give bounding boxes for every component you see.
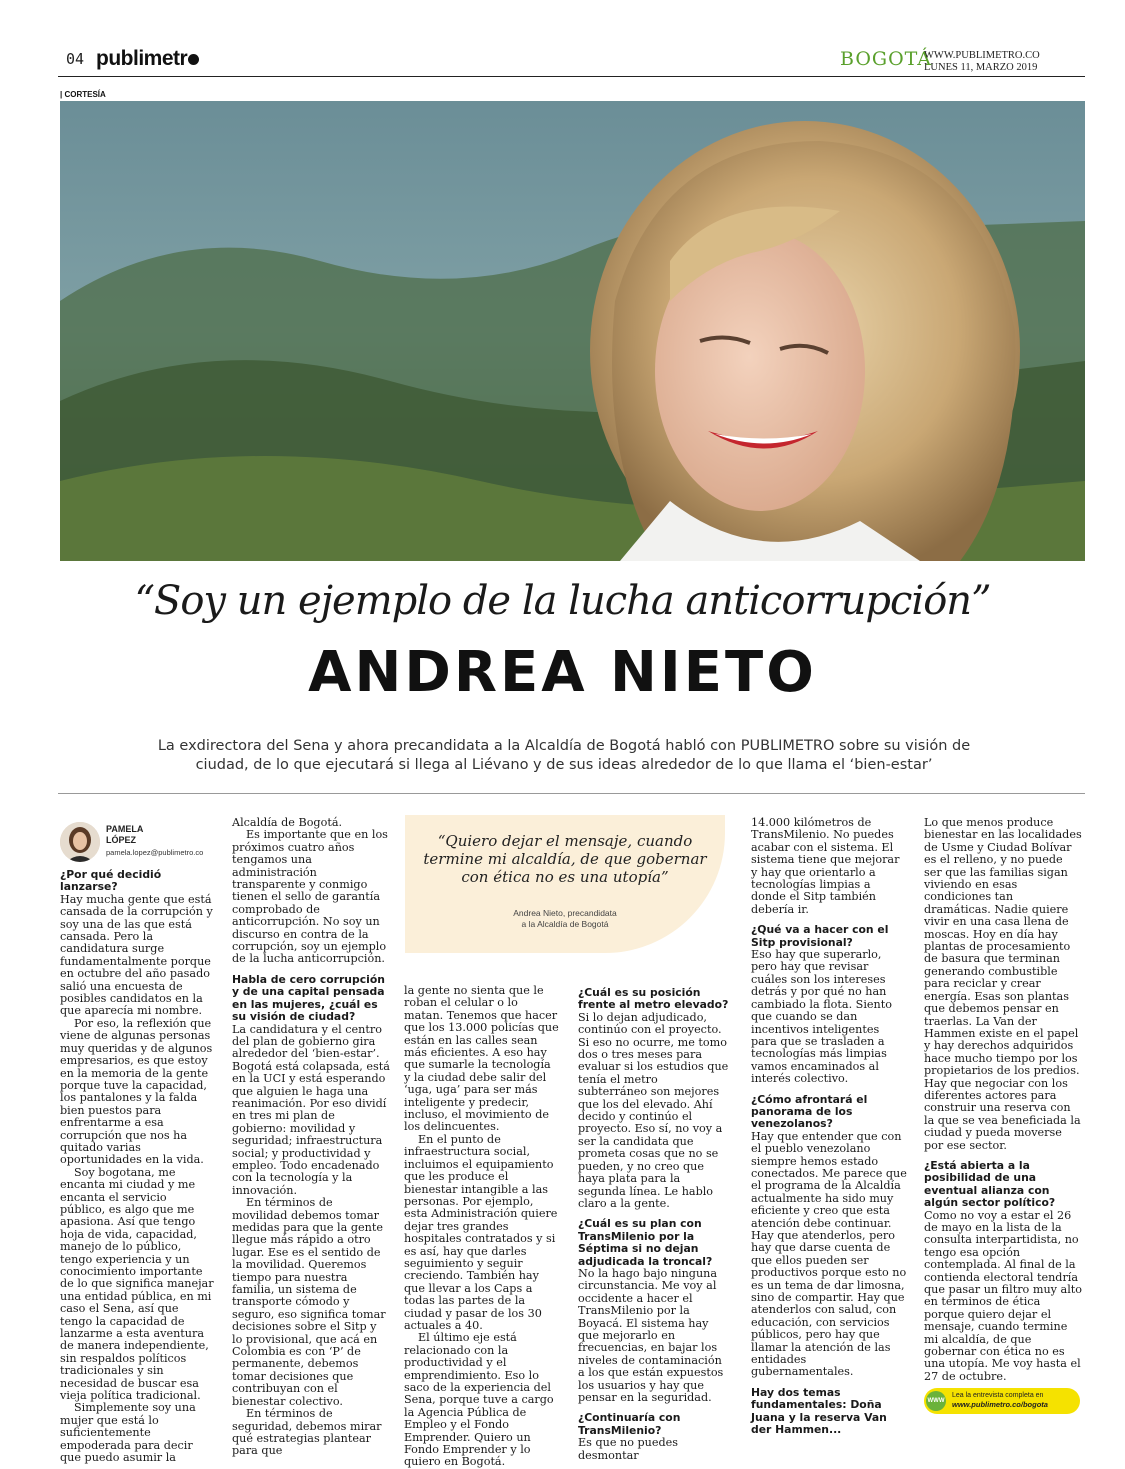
question-heading: ¿Por qué decidió lanzarse? xyxy=(60,868,162,894)
paragraph: Simplemente soy una mujer que está lo suficientemente empoderada para decir que puedo asumir la xyxy=(60,1401,196,1465)
logo-text: publimetr xyxy=(96,47,188,70)
article-column-2 xyxy=(232,817,390,1458)
header-rule xyxy=(58,76,1085,77)
paragraph: 14.000 kilómetros de TransMilenio. No puedes acabar con el sistema. El sistema tiene que mejorar y hay que orientarlo a tecnologías limpias a donde el Sitp también debería ir. xyxy=(751,816,900,916)
paragraph: Alcaldía de Bogotá. xyxy=(232,816,343,829)
author-first-name: PAMELA xyxy=(106,824,144,834)
author-byline xyxy=(106,824,143,846)
attribution-line: a la Alcaldía de Bogotá xyxy=(521,919,609,929)
question-heading: Habla de cero corrupción y de una capital pensada en las mujeres, ¿cuál es su visión de ciudad? xyxy=(232,972,385,1024)
article-column-5 xyxy=(751,817,907,1437)
page-number: 04 xyxy=(66,50,85,68)
question-heading: ¿Cuál es su posición frente al metro elevado? xyxy=(578,986,729,1012)
website-url: WWW.PUBLIMETRO.CO xyxy=(924,50,1040,61)
paragraph: Como no voy a estar el 26 de mayo en la lista de la consulta interpartidista, no tengo esa opción contemplada. Al final de la contienda electoral tendría que pasar un filtro muy alto en términos de ética porque quiero dejar el mensaje, cuando termine mi alcaldía, de que gobernar con ética no es una utopía. Me voy hasta el 27 de octubre. xyxy=(924,1208,1083,1383)
question-heading: ¿Continuaría con TransMilenio? xyxy=(578,1411,681,1437)
paragraph: En términos de movilidad debemos tomar medidas para que la gente llegue más rápido a otro lugar. Ese es el sentido de la movilidad. Queremos tiempo para nuestra familia, un sistema de transporte cómodo y seguro, eso significa tomar decisiones sobre el Sitp y lo provisional, que acá en Colombia es con ‘P’ de permanente, debemos tomar decisiones que contribuyan con el bienestar colectivo. xyxy=(232,1196,386,1408)
section-label: BOGOTÁ xyxy=(840,48,933,70)
web-promo-text[interactable] xyxy=(952,1391,1048,1409)
question-heading: ¿Qué va a hacer con el Sitp provisional? xyxy=(751,923,889,949)
paragraph: La candidatura y el centro del plan de gobierno gira alrededor del ‘bien-estar’. Bogotá está colapsada, está en la UCI y está esperando que alguien le haga una reanimación. Por eso dividí en tres mi plan de gobierno: movilidad y seguridad; infraestructura social; y productividad y empleo. Todo encadenado con la tecnología y la innovación. xyxy=(232,1022,390,1197)
pull-quote-attribution xyxy=(418,908,712,930)
www-badge-icon: WWW xyxy=(926,1391,946,1411)
paragraph: En el punto de infraestructura social, incluimos el equipamiento que les produce el bienestar intangible a las personas. Por ejemplo, esta Administración quiere dejar tres grandes hospitales contratados y si es así, hay que darles seguimiento y seguir creciendo. También hay que llevar a los Caps a todas las partes de la ciudad y pasar de los 30 actuales a 40. xyxy=(404,1132,558,1332)
paragraph: Es importante que en los próximos cuatro años tengamos una administración transparente y conmigo tienen el sello de garantía comprobado de anticorrupción. No soy un discurso en contra de la corrupción, soy un ejemplo de la lucha anticorrupción. xyxy=(232,828,388,966)
article-deck: La exdirectora del Sena y ahora precandidata a la Alcaldía de Bogotá habló con PUBLIMETRO sobre su visión de ciudad, de lo que ejecutará si llega al Liévano y de sus ideas alrededor de lo que llama el ‘bien-estar’ xyxy=(157,738,971,773)
author-email[interactable]: pamela.lopez@publimetro.co xyxy=(106,848,204,857)
paragraph: No la hago bajo ninguna circunstancia. Me voy al occidente a hacer el TransMilenio por la Boyacá. El sistema hay que mejorarlo en frecuencias, en bajar los niveles de contaminación a los que están expuestos los usuarios y hay que pensar en la seguridad. xyxy=(578,1266,724,1404)
question-heading: ¿Está abierta a la posibilidad de una eventual alianza con algún sector político? xyxy=(924,1158,1056,1210)
portrait-illustration xyxy=(60,101,1085,561)
headline-name: ANDREA NIETO xyxy=(308,640,817,705)
paragraph: El último eje está relacionado con la productividad y el emprendimiento. Eso lo saco de la experiencia del Sena, porque tuve a cargo la Agencia Pública de Empleo y el Fondo Emprender. Quiero un Fondo Emprender y lo quiero en Bogotá. xyxy=(404,1331,554,1469)
logo-o-icon xyxy=(188,54,199,65)
paragraph: Por eso, la reflexión que viene de algunas personas muy queridas y de algunos empresarios, es que estoy en la memoria de la gente porque tuve la capacidad, los pantalones y la falda bien puestos para enfrentarme a esa corrupción que nos ha quitado varias oportunidades en la vida. xyxy=(60,1016,213,1167)
avatar-icon xyxy=(60,822,100,862)
paragraph: En términos de seguridad, debemos mirar qué estrategias plantear para que xyxy=(232,1407,382,1458)
question-heading: ¿Cuál es su plan con TransMilenio por la Séptima si no dejan adjudicada la troncal? xyxy=(578,1217,713,1268)
paragraph: Soy bogotana, me encanta mi ciudad y me encanta el servicio público, es algo que me apasiona. Así que tengo hoja de vida, capacidad, manejo de lo público, tengo experiencia y un conocimiento importante de lo que significa manejar una entidad pública, en mi caso el Sena, así que tengo la capacidad de lanzarme a esta aventura de manera independiente, sin respaldos políticos tradicionales y sin necesidad de buscar esa vieja política tradicional. xyxy=(60,1165,214,1403)
paragraph: Hay que entender que con el pueblo venezolano siempre hemos estado conectados. Me parece que el programa de la Alcaldía actualmente ha sido muy eficiente y creo que esta atención debe continuar. Hay que atenderlos, pero hay que darse cuenta de que ellos pueden ser productivos porque esto no es un tema de dar limosna, sino de compartir. Hay que atenderlos con salud, con educación, con servicios públicos, pero hay que llamar la atención de las entidades gubernamentales. xyxy=(751,1129,907,1379)
question-heading: Hay dos temas fundamentales: Doña Juana y la reserva Van der Hammen... xyxy=(751,1385,887,1437)
photo-credit: | CORTESÍA xyxy=(60,90,106,99)
promo-url-link[interactable]: www.publimetro.co/bogota xyxy=(952,1400,1048,1409)
paragraph: Si lo dejan adjudicado, continúo con el proyecto. Si eso no ocurre, me tomo dos o tres meses para evaluar si los estudios que tenía el metro subterráneo son mejores que los del elevado. Ahí decido y continúo el proyecto. Eso sí, no voy a ser la candidata que prometa cosas que no se pueden, y no creo que haya plata para la segunda línea. Le hablo claro a la gente. xyxy=(578,1010,729,1210)
promo-line: Lea la entrevista completa en xyxy=(952,1392,1044,1399)
portrait-photo xyxy=(60,101,1085,561)
paragraph: Es que no puedes desmontar xyxy=(578,1436,679,1462)
publimetro-logo xyxy=(96,47,199,71)
pull-quote-text: “Quiero dejar el mensaje, cuando termine mi alcaldía, de que gobernar con ética no es una utopía” xyxy=(423,832,707,886)
article-column-1 xyxy=(60,867,214,1465)
paragraph: la gente no sienta que le roban el celular o lo matan. Tenemos que hacer que los 13.000 policías que están en las calles sean más eficientes. A eso hay que sumarle la tecnología y la ciudad debe salir del ‘uga, uga’ para ser más inteligente y predecir, incluso, el movimiento de los delincuentes. xyxy=(404,984,559,1134)
issue-date: LUNES 11, MARZO 2019 xyxy=(924,62,1038,73)
article-column-3 xyxy=(404,985,560,1469)
headline-quote: “Soy un ejemplo de la lucha anticorrupción” xyxy=(134,578,991,624)
author-avatar xyxy=(60,822,100,862)
deck-rule xyxy=(58,793,1085,794)
author-last-name: LÓPEZ xyxy=(106,835,137,845)
paragraph: Eso hay que superarlo, pero hay que revisar cuáles son los intereses detrás y por qué no han cambiado la flota. Siento que cuando se dan incentivos inteligentes para que se trasladen a tecnologías más limpias vamos encaminados al interés colectivo. xyxy=(751,948,892,1086)
question-heading: ¿Cómo afrontará el panorama de los venezolanos? xyxy=(751,1092,868,1131)
attribution-line: Andrea Nieto, precandidata xyxy=(513,908,617,918)
paragraph: Lo que menos produce bienestar en las localidades de Usme y Ciudad Bolívar es el relleno, y no puede ser que las familias sigan viviendo en esas condiciones tan dramáticas. Nadie quiere vivir en una casa llena de moscas. Hoy en día hay plantas de procesamiento de basura que terminan generando combustible para reciclar y crear energía. Esas son plantas que debemos pensar en traerlas. La Van der Hammen existe en el papel y hay derechos adquiridos hace mucho tiempo por los propietarios de los predios. Hay que negociar con los diferentes actores para construir una reserva con la que se vea beneficiada la ciudad y pueda moverse por ese sector. xyxy=(924,816,1082,1152)
article-column-4 xyxy=(578,985,730,1462)
paragraph: Hay mucha gente que está cansada de la corrupción y soy una de las que está cansada. Pero la candidatura surge fundamentalmente porque en octubre del año pasado salió una encuesta de posibles candidatos en la que aparecía mi nombre. xyxy=(60,892,213,1018)
article-column-6 xyxy=(924,817,1082,1383)
header-meta xyxy=(924,50,1040,74)
